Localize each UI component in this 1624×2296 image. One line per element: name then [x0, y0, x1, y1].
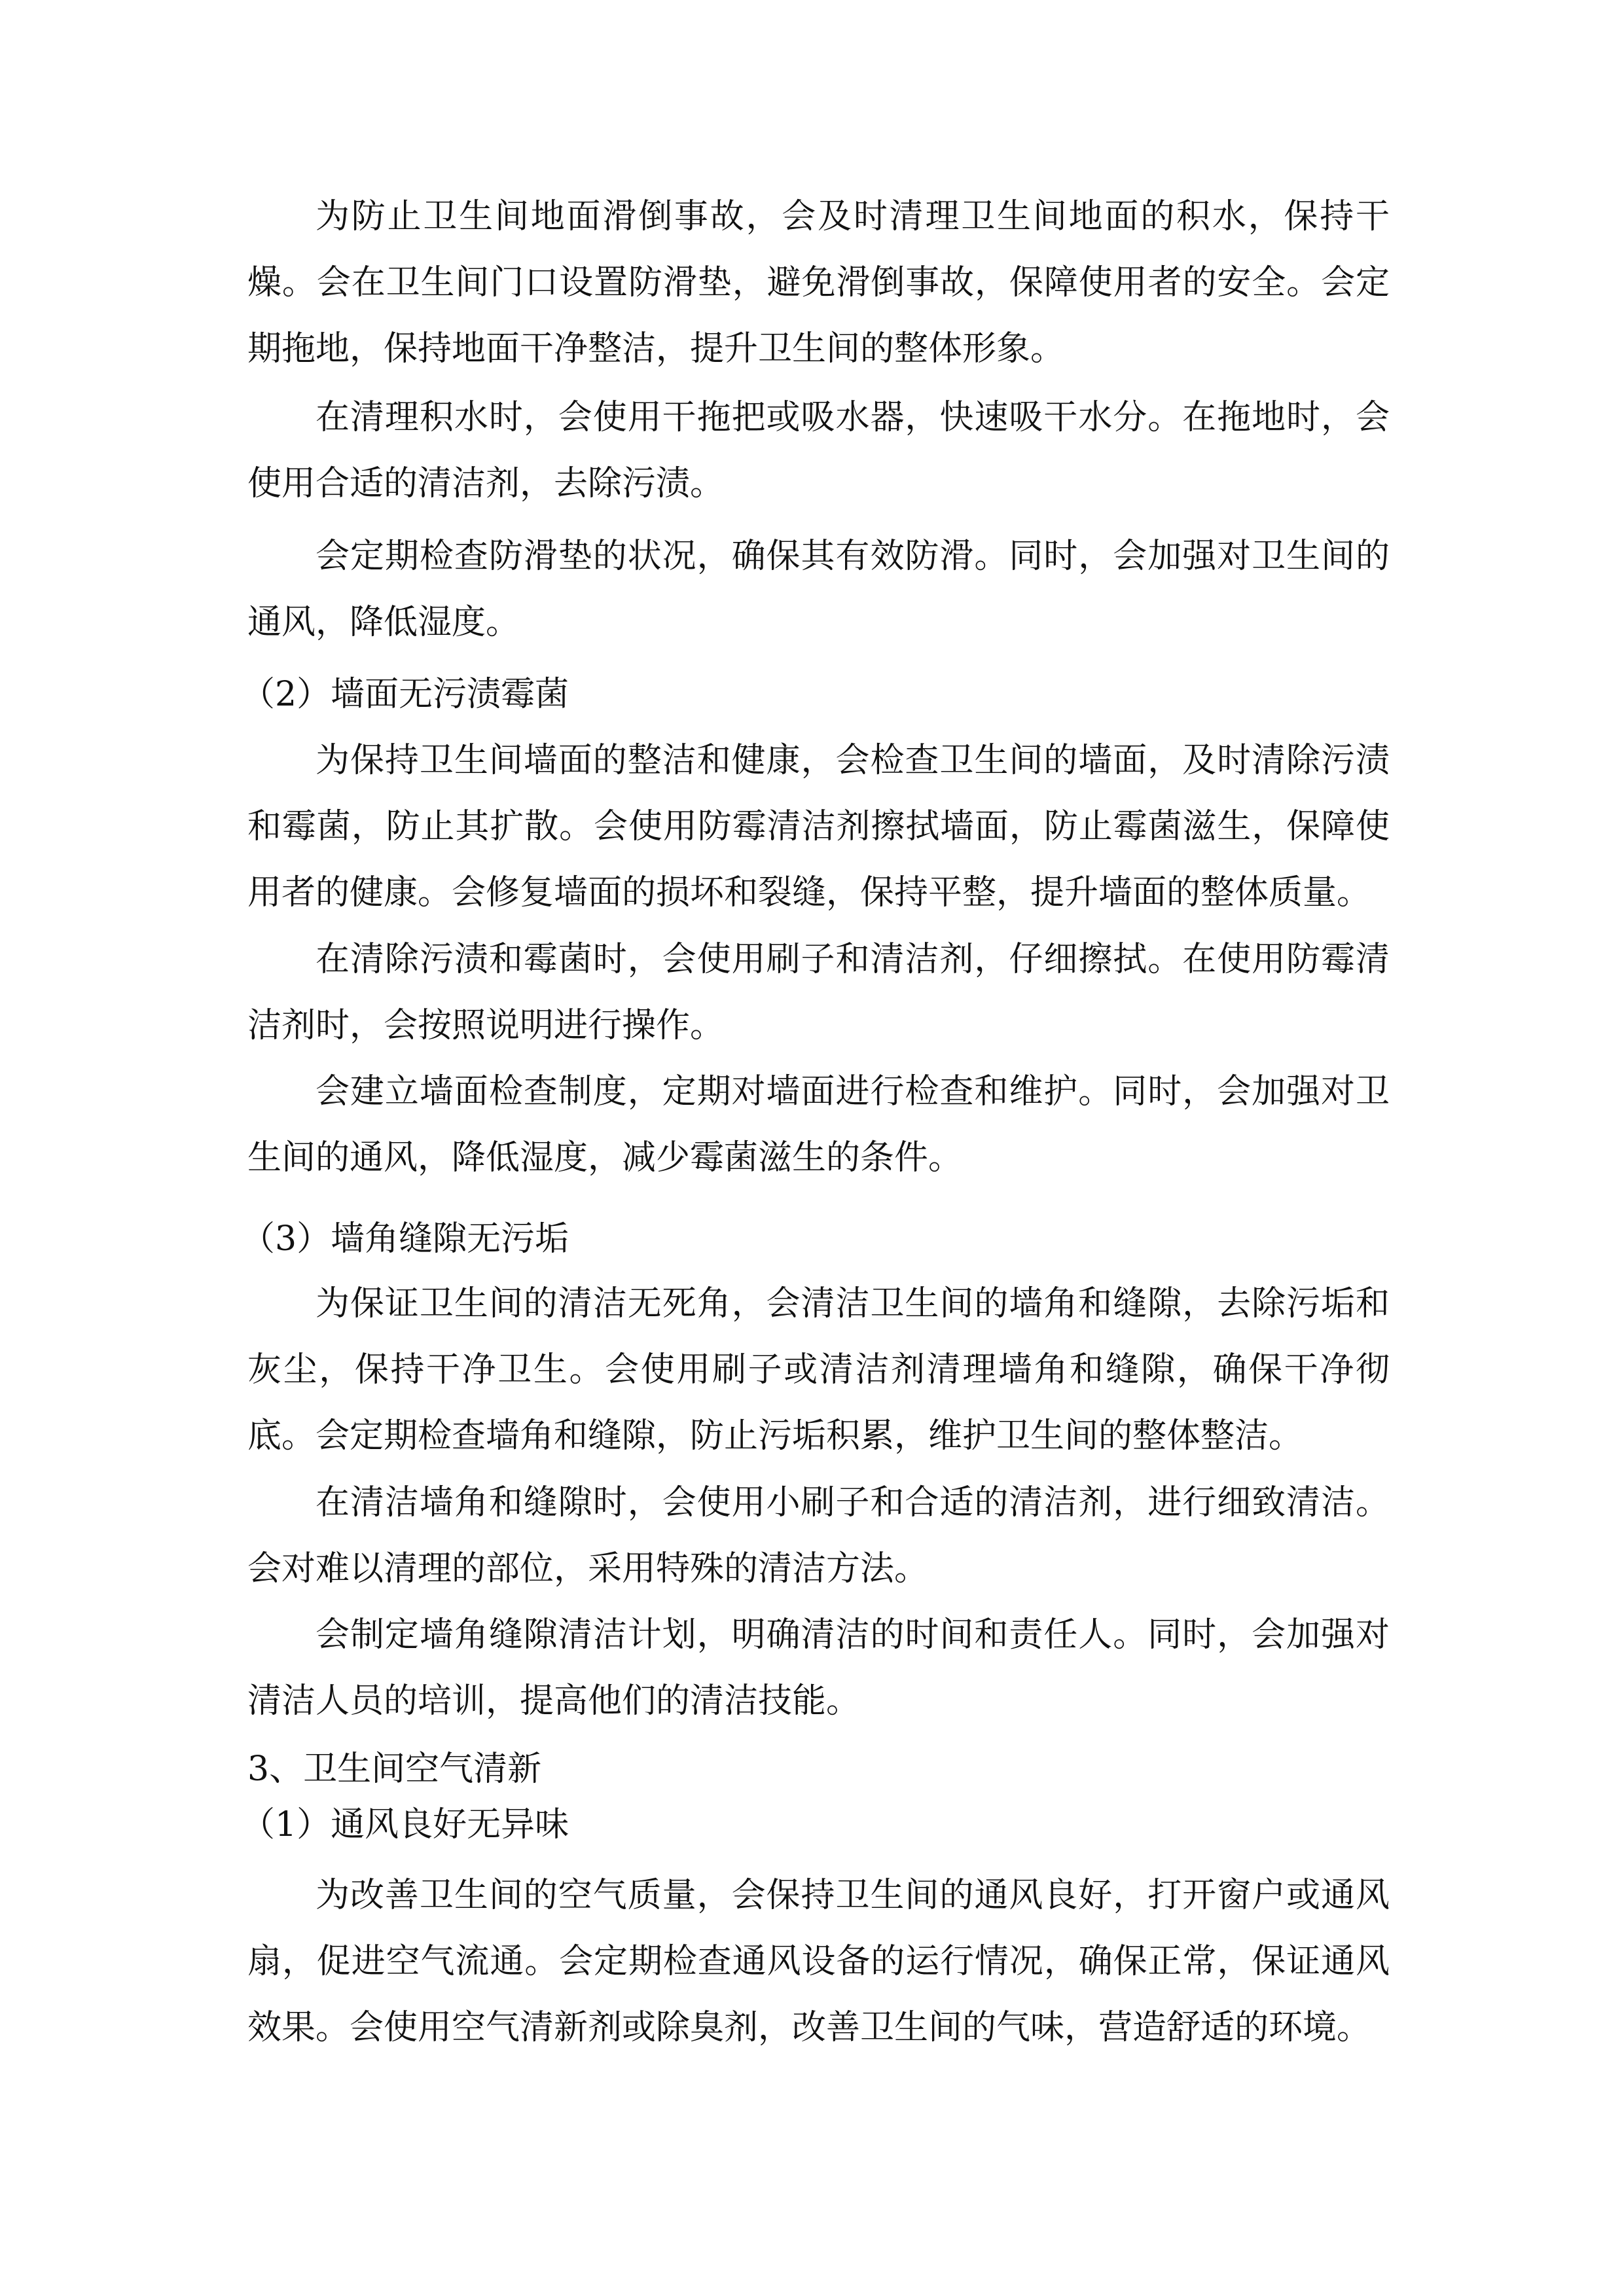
section-heading-corners: （3）墙角缝隙无污垢	[241, 1219, 569, 1259]
paragraph-water-cleanup: 在清理积水时，会使用干拖把或吸水器，快速吸干水分。在拖地时，会使用合适的清洁剂，去除污渍。	[247, 398, 1390, 503]
paragraph-wall-inspection: 会建立墙面检查制度，定期对墙面进行检查和维护。同时，会加强对卫生间的通风，降低湿度，减少霉菌滋生的条件。	[247, 1072, 1390, 1177]
paragraph-wall-cleaning: 为保持卫生间墙面的整洁和健康，会检查卫生间的墙面，及时清除污渍和霉菌，防止其扩散。会使用防霉清洁剂擦拭墙面，防止霉菌滋生，保障使用者的健康。会修复墙面的损坏和裂缝，保持平整，提升墙面的整体质量。	[247, 741, 1390, 912]
paragraph-detail-cleaning: 在清洁墙角和缝隙时，会使用小刷子和合适的清洁剂，进行细致清洁。会对难以清理的部位，采用特殊的清洁方法。	[247, 1483, 1390, 1588]
section-heading-wall: （2）墙面无污渍霉菌	[241, 675, 569, 714]
paragraph-floor-safety: 为防止卫生间地面滑倒事故，会及时清理卫生间地面的积水，保持干燥。会在卫生间门口设置防滑垫，避免滑倒事故，保障使用者的安全。会定期拖地，保持地面干净整洁，提升卫生间的整体形象。	[247, 197, 1390, 368]
section-heading-ventilation: （1）通风良好无异味	[241, 1805, 569, 1844]
paragraph-ventilation: 为改善卫生间的空气质量，会保持卫生间的通风良好，打开窗户或通风扇，促进空气流通。会定期检查通风设备的运行情况，确保正常，保证通风效果。会使用空气清新剂或除臭剂，改善卫生间的气味，营造舒适的环境。	[247, 1876, 1390, 2047]
paragraph-mold-removal: 在清除污渍和霉菌时，会使用刷子和清洁剂，仔细擦拭。在使用防霉清洁剂时，会按照说明进行操作。	[247, 940, 1390, 1045]
section-heading-air: 3、卫生间空气清新	[247, 1749, 542, 1789]
paragraph-corner-cleaning: 为保证卫生间的清洁无死角，会清洁卫生间的墙角和缝隙，去除污垢和灰尘，保持干净卫生。会使用刷子或清洁剂清理墙角和缝隙，确保干净彻底。会定期检查墙角和缝隙，防止污垢积累，维护卫生间的整体整洁。	[247, 1284, 1390, 1456]
paragraph-cleaning-plan: 会制定墙角缝隙清洁计划，明确清洁的时间和责任人。同时，会加强对清洁人员的培训，提高他们的清洁技能。	[247, 1615, 1390, 1721]
paragraph-mat-inspection: 会定期检查防滑垫的状况，确保其有效防滑。同时，会加强对卫生间的通风，降低湿度。	[247, 537, 1390, 642]
